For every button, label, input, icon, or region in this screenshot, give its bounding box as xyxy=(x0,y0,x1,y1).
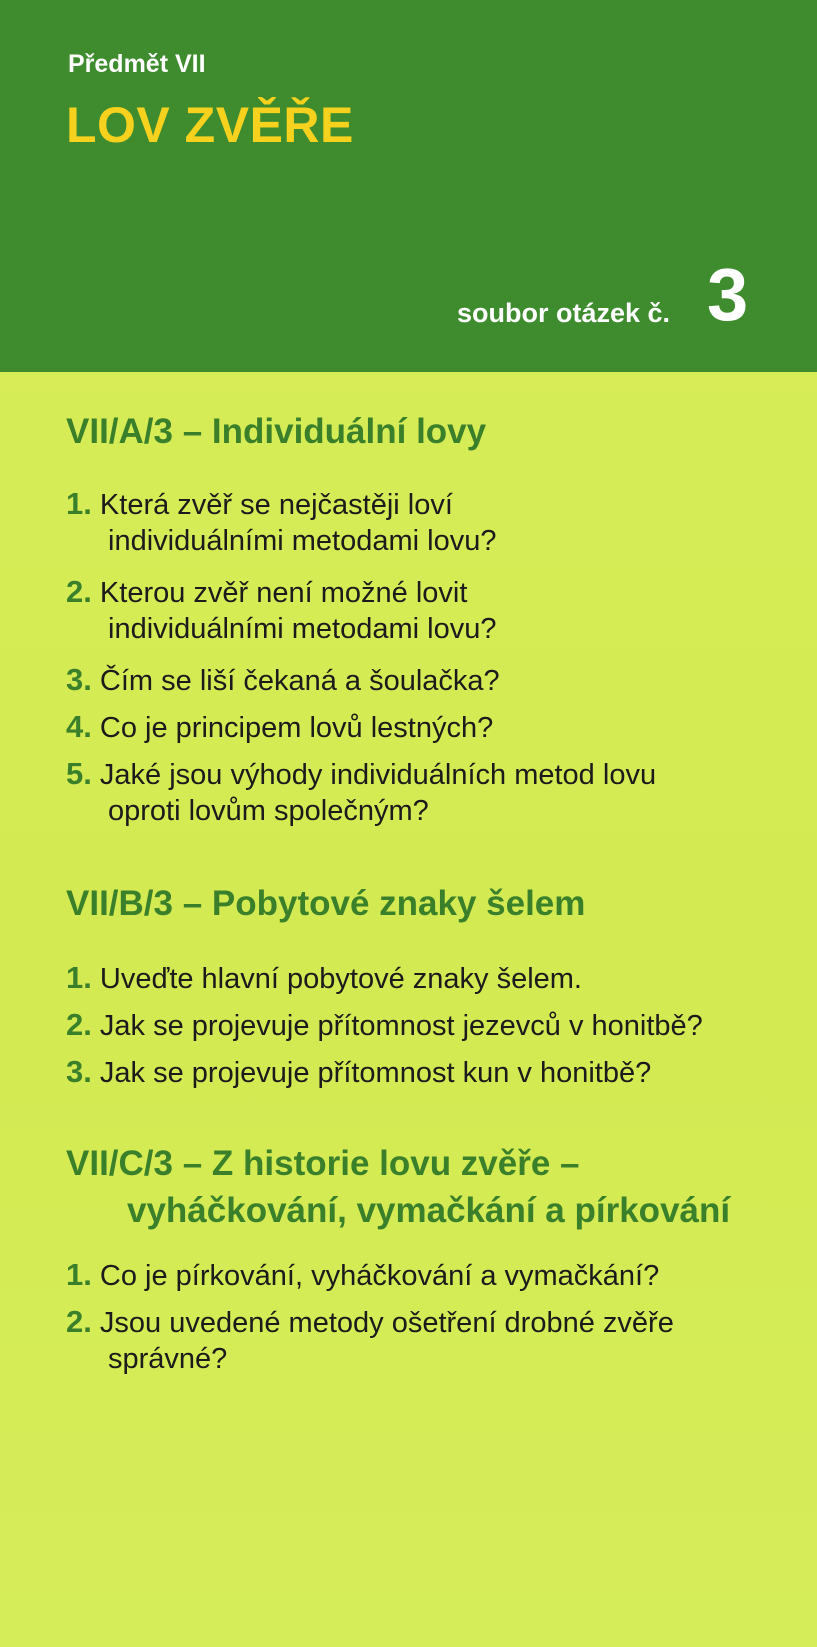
question-number: 1. xyxy=(66,486,92,521)
section-heading-continued: vyháčkování, vymačkání a pírkování xyxy=(127,1191,731,1230)
question-text: Která zvěř se nejčastěji loví xyxy=(91,489,453,521)
question-item xyxy=(66,662,500,699)
question-set-label: soubor otázek č. xyxy=(457,298,671,328)
question-number: 2. xyxy=(66,574,92,609)
question-number: 4. xyxy=(66,709,92,744)
question-item xyxy=(66,574,496,647)
question-item xyxy=(66,960,582,997)
section-heading: VII/A/3 – Individuální lovy xyxy=(66,412,487,451)
page-title: LOV ZVĚŘE xyxy=(66,97,354,153)
question-number: 3. xyxy=(66,662,92,697)
question-text-continued: oproti lovům společným? xyxy=(108,795,429,827)
subject-label: Předmět VII xyxy=(68,50,206,78)
question-text: Jak se projevuje přítomnost kun v honitbě? xyxy=(91,1057,652,1089)
section-heading: VII/C/3 – Z historie lovu zvěře – xyxy=(66,1144,580,1183)
question-item xyxy=(66,486,496,559)
question-text-continued: správné? xyxy=(108,1343,228,1375)
question-text: Jsou uvedené metody ošetření drobné zvěře xyxy=(91,1307,674,1339)
question-number: 1. xyxy=(66,1257,92,1292)
question-text: Co je pírkování, vyháčkování a vymačkání? xyxy=(91,1260,660,1292)
question-number: 1. xyxy=(66,960,92,995)
question-text: Jaké jsou výhody individuálních metod lovu xyxy=(91,759,657,791)
question-item xyxy=(66,1054,651,1091)
header-band xyxy=(0,0,817,372)
question-item xyxy=(66,756,656,829)
question-item xyxy=(66,1304,674,1377)
question-text: Kterou zvěř není možné lovit xyxy=(91,577,468,609)
question-item xyxy=(66,1007,703,1044)
question-item xyxy=(66,709,493,746)
question-number: 2. xyxy=(66,1304,92,1339)
question-set-number: 3 xyxy=(707,253,749,336)
question-text: Co je principem lovů lestných? xyxy=(91,712,494,744)
question-text: Uveďte hlavní pobytové znaky šelem. xyxy=(91,963,582,995)
question-text-continued: individuálními metodami lovu? xyxy=(108,613,497,645)
section-heading: VII/B/3 – Pobytové znaky šelem xyxy=(66,884,586,923)
question-text-continued: individuálními metodami lovu? xyxy=(108,525,497,557)
question-number: 3. xyxy=(66,1054,92,1089)
question-text: Jak se projevuje přítomnost jezevců v honitbě? xyxy=(91,1010,703,1042)
question-number: 5. xyxy=(66,756,92,791)
question-item xyxy=(66,1257,659,1294)
question-number: 2. xyxy=(66,1007,92,1042)
question-text: Čím se liší čekaná a šoulačka? xyxy=(91,665,500,697)
